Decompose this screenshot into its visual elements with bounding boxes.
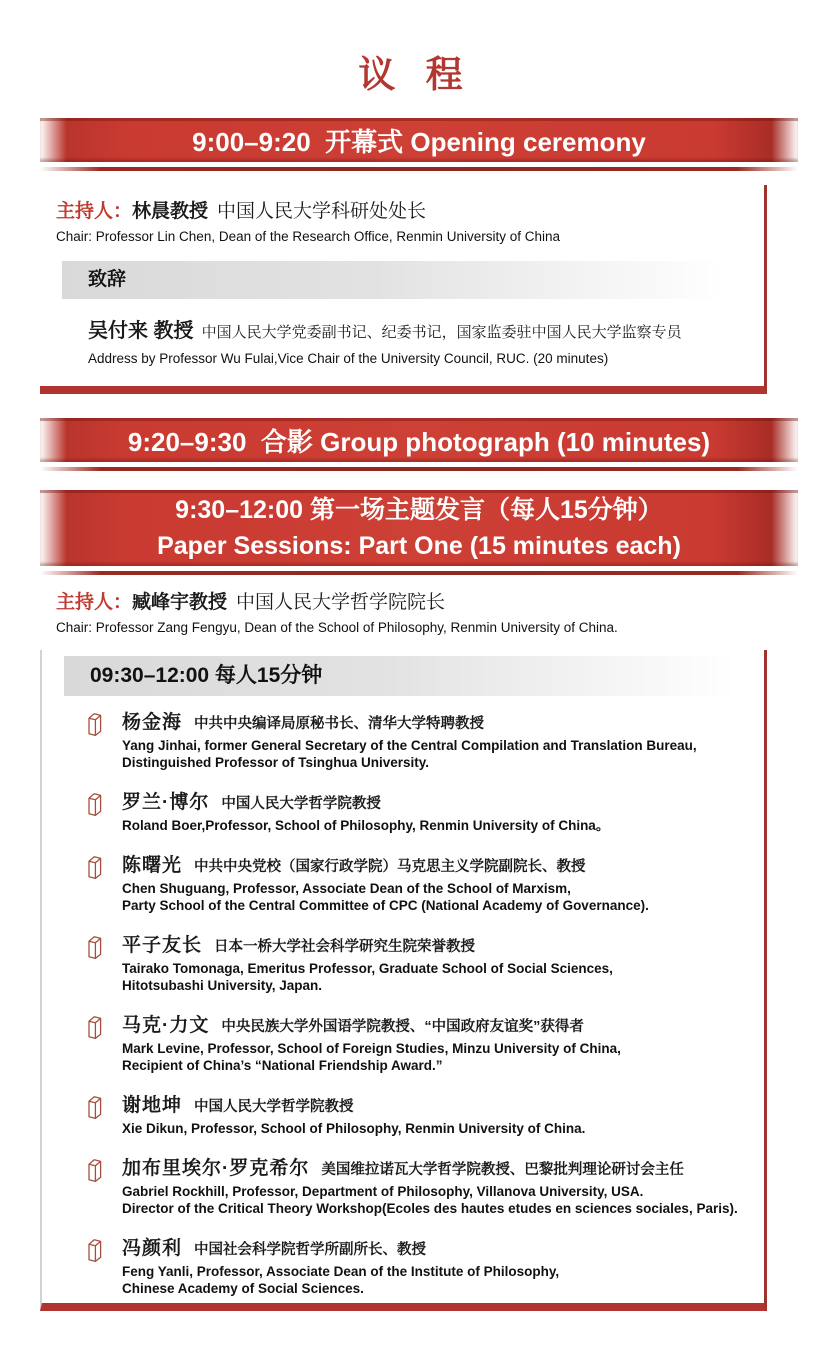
address-speaker-line-zh — [88, 318, 754, 346]
speaker-entry — [86, 1093, 764, 1137]
address-speaker-line-en: Address by Professor Wu Fulai,Vice Chair of the University Council, RUC. (20 minutes) — [88, 351, 609, 366]
chair-line-en: Chair: Professor Lin Chen, Dean of the Research Office, Renmin University of China — [56, 229, 560, 244]
speaker-name-zh: 马克·力文 — [122, 1015, 210, 1036]
speaker-name-zh: 平子友长 — [122, 935, 203, 956]
speaker-name-zh: 加布里埃尔·罗克希尔 — [122, 1158, 310, 1179]
speaker-en-line: Chinese Academy of Social Sciences. — [122, 1281, 364, 1296]
book-icon — [86, 712, 103, 741]
banner-group-photograph — [40, 418, 798, 462]
book-icon — [86, 935, 103, 964]
speaker-en-line: Gabriel Rockhill, Professor, Department of Philosophy, Villanova University, USA. — [122, 1184, 644, 1199]
book-icon — [86, 1238, 103, 1267]
schedule-header-bar — [64, 656, 764, 696]
speaker-en-line: Feng Yanli, Professor, Associate Dean of the Institute of Philosophy, — [122, 1264, 560, 1279]
speaker-en-line: Party School of the Central Committee of CPC (National Academy of Governance). — [122, 898, 649, 913]
book-icon — [86, 855, 103, 884]
part-one-section — [40, 650, 767, 1311]
speaker-list — [86, 710, 764, 1297]
chair-title-zh: 中国人民大学科研处处长 — [217, 201, 427, 222]
book-icon — [86, 1158, 103, 1187]
opening-ceremony-section — [40, 185, 767, 394]
speaker-en-line: Chen Shuguang, Professor, Associate Dean of the School of Marxism, — [122, 881, 571, 896]
speaker-name-zh: 陈曙光 — [122, 855, 183, 876]
part-one-chair-block — [56, 590, 831, 637]
speaker-en-line: Hitotsubashi University, Japan. — [122, 978, 323, 993]
address-subheader-label: 致辞 — [88, 269, 127, 290]
speaker-entry — [86, 710, 764, 771]
speaker-entry — [86, 853, 764, 914]
book-icon — [86, 1095, 103, 1124]
chair-label: 主持人： — [56, 592, 133, 613]
chair-title-zh: 中国人民大学哲学院院长 — [236, 592, 446, 613]
speaker-title-zh: 中共中央党校（国家行政学院）马克思主义学院副院长、教授 — [194, 859, 586, 875]
address-speaker-title-zh: 中国人民大学党委副书记、纪委书记，国家监委驻中国人民大学监察专员 — [201, 324, 682, 341]
speaker-title-zh: 中国人民大学哲学院教授 — [194, 1099, 354, 1115]
speaker-entry — [86, 790, 764, 834]
chair-line-en: Chair: Professor Zang Fengyu, Dean of the School of Philosophy, Renmin University of China. — [56, 620, 618, 635]
banner-underline — [40, 467, 798, 471]
book-icon — [86, 1015, 103, 1044]
banner-paper-sessions-line-zh: 9:30–12:00 第一场主题发言（每人15分钟） — [175, 496, 663, 524]
speaker-en-line: Distinguished Professor of Tsinghua University. — [122, 755, 430, 770]
banner-underline — [40, 571, 798, 575]
chair-label: 主持人： — [56, 201, 133, 222]
chair-name: 臧峰宇教授 — [132, 592, 228, 613]
banner-underline — [40, 167, 798, 171]
speaker-entry — [86, 1156, 764, 1217]
speaker-title-zh: 中共中央编译局原秘书长、清华大学特聘教授 — [194, 716, 485, 732]
banner-paper-sessions-part-one — [40, 490, 798, 566]
chair-line-zh — [56, 590, 831, 616]
speaker-name-zh: 罗兰·博尔 — [122, 792, 210, 813]
speaker-entry — [86, 1013, 764, 1074]
speaker-title-zh: 中国社会科学院哲学所副所长、教授 — [194, 1242, 427, 1258]
address-speaker-name: 吴付来 教授 — [88, 320, 194, 342]
speaker-en-line: Xie Dikun, Professor, School of Philosophy, Renmin University of China. — [122, 1121, 586, 1136]
speaker-en-line: Recipient of China’s “National Friendship Award.” — [122, 1058, 443, 1073]
schedule-header-label: 09:30–12:00 每人15分钟 — [90, 664, 323, 687]
banner-paper-sessions-line-en: Paper Sessions: Part One (15 minutes each) — [157, 532, 681, 560]
address-subheader-bar — [62, 261, 754, 299]
speaker-en-line: Mark Levine, Professor, School of Foreign Studies, Minzu University of China, — [122, 1041, 621, 1056]
speaker-en-line: Tairako Tomonaga, Emeritus Professor, Graduate School of Social Sciences, — [122, 961, 613, 976]
page-title: 议 程 — [358, 54, 473, 95]
speaker-title-zh: 中国人民大学哲学院教授 — [221, 796, 381, 812]
banner-opening-ceremony-label: 9:00–9:20 开幕式 Opening ceremony — [192, 126, 646, 157]
speaker-title-zh: 日本一桥大学社会科学研究生院荣誉教授 — [214, 939, 476, 955]
speaker-entry — [86, 1236, 764, 1297]
speaker-name-zh: 冯颜利 — [122, 1238, 183, 1259]
speaker-name-zh: 谢地坤 — [122, 1095, 183, 1116]
speaker-en-line: Yang Jinhai, former General Secretary of the Central Compilation and Translation Bureau, — [122, 738, 697, 753]
speaker-title-zh: 美国维拉诺瓦大学哲学院教授、巴黎批判理论研讨会主任 — [321, 1162, 684, 1178]
speaker-en-line: Roland Boer,Professor, School of Philosophy, Renmin University of China。 — [122, 818, 610, 833]
banner-opening-ceremony — [40, 118, 798, 162]
speaker-entry — [86, 933, 764, 994]
banner-group-photograph-label: 9:20–9:30 合影 Group photograph (10 minutes) — [127, 426, 711, 457]
chair-line-zh — [56, 199, 754, 225]
book-icon — [86, 792, 103, 821]
chair-name: 林晨教授 — [132, 201, 209, 222]
speaker-name-zh: 杨金海 — [122, 712, 183, 733]
speaker-en-line: Director of the Critical Theory Workshop(Ecoles des hautes etudes en sciences sociales, Paris). — [122, 1201, 738, 1216]
speaker-title-zh: 中央民族大学外国语学院教授、“中国政府友谊奖”获得者 — [221, 1019, 584, 1035]
